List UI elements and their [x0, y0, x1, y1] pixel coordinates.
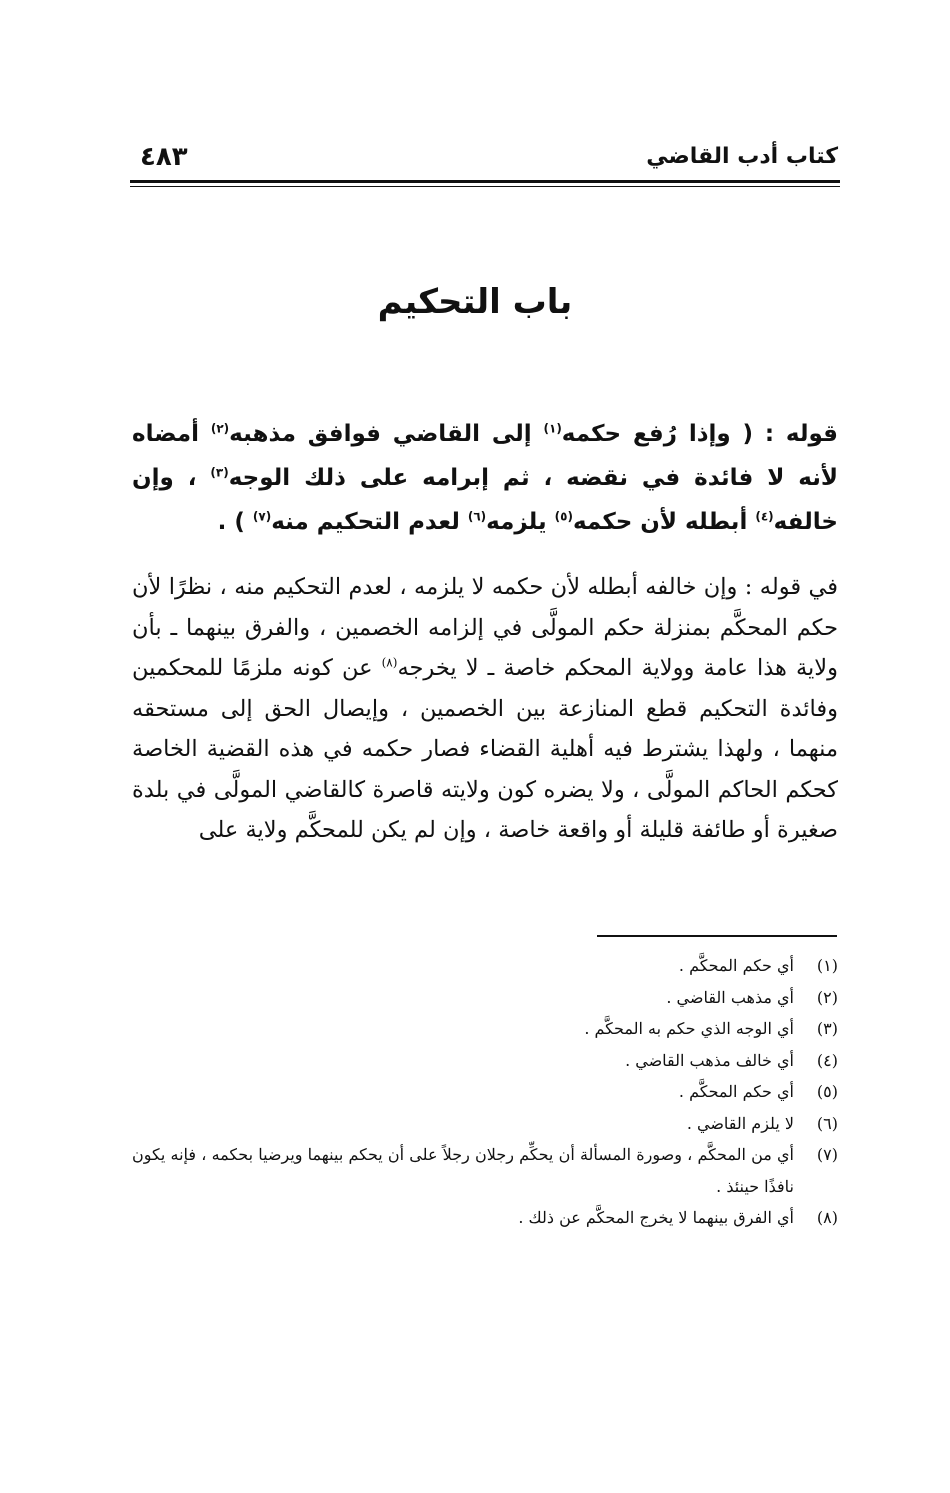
footnote-item — [132, 1045, 838, 1077]
footnote-ref: (٤) — [755, 509, 774, 524]
commentary-part: في قوله : وإن خالفه أبطله لأن حكمه لا يلزمه ، لعدم التحكيم منه ، نظرًا لأن حكم المحكَّم بمنزلة حكم المولَّى في إلزامه الخصمين ، والفرق بينهما ـ بأن ولاية هذا عامة وولاية المحكم خاصة ـ لا يخرجه — [132, 574, 838, 681]
footnote-ref: (٥) — [554, 509, 573, 524]
footnote-number: (٤) — [816, 1050, 838, 1070]
footnote-text: لا يلزم القاضي . — [686, 1113, 794, 1133]
quote-part: ) . — [217, 509, 253, 535]
footnote-item — [132, 1108, 838, 1140]
footnote-ref: (٢) — [210, 421, 230, 436]
footnote-separator — [597, 935, 837, 937]
footnote-number: (٥) — [816, 1082, 838, 1101]
footnote-ref: (٦) — [467, 509, 487, 524]
footnote-number: (٦) — [816, 1113, 838, 1133]
footnote-item — [132, 982, 838, 1014]
footnote-text: أي الفرق بينهما لا يخرج المحكَّم عن ذلك . — [518, 1208, 794, 1227]
footnotes — [132, 950, 838, 1234]
footnote-text: أي حكم المحكَّم . — [678, 956, 794, 975]
footnote-text: أي من المحكَّم ، وصورة المسألة أن يحكِّم رجلان رجلاً على أن يحكم بينهما ويرضيا بحكمه ، فإنه يكون نافذًا حينئذ . — [132, 1145, 794, 1196]
header-rule-thin — [130, 186, 840, 187]
quote-part: إلى القاضي فوافق مذهبه — [229, 421, 544, 447]
footnote-text: أي الوجه الذي حكم به المحكَّم . — [584, 1019, 794, 1038]
quote-part: قوله : ( وإذا رُفع حكمه — [561, 421, 838, 447]
footnote-number: (١) — [816, 956, 838, 975]
footnote-ref: (٨) — [381, 655, 398, 670]
footnote-item — [132, 1139, 838, 1202]
footnote-ref: (١) — [543, 421, 562, 436]
commentary-part: عن كونه ملزمًا للمحكمين وفائدة التحكيم قطع المنازعة بين الخصمين ، وإيصال الحق إلى مستحقه منهما ، ولهذا يشترط فيه أهلية القضاء فصار حكمه في هذه القضية الخاصة كحكم الحاكم المولَّى ، ولا يضره كون ولايته قاصرة كالقاضي المولَّى في بلدة صغيرة أو طائفة قليلة أو واقعة خاصة ، وإن لم يكن للمحكَّم ولاية على — [132, 655, 838, 843]
running-header — [130, 140, 838, 184]
quote-part: ، وإن خالفه — [132, 465, 838, 535]
footnote-number: (٢) — [816, 987, 838, 1007]
page-number: ٤٨٣ — [140, 142, 188, 172]
footnote-item — [132, 1076, 838, 1108]
quote-part: أبطله لأن حكمه — [572, 509, 756, 535]
footnote-text: أي مذهب القاضي . — [666, 987, 794, 1007]
header-rule-thick — [130, 180, 840, 183]
book-title: كتاب أدب القاضي — [646, 144, 838, 169]
footnote-number: (٧) — [816, 1145, 838, 1164]
quote-part: أمضاه لأنه لا فائدة في نقضه ، ثم إبرامه على ذلك الوجه — [132, 421, 838, 491]
footnote-text: أي حكم المحكَّم . — [678, 1082, 794, 1101]
chapter-title: باب التحكيم — [377, 282, 573, 322]
quoted-text — [132, 412, 838, 544]
footnote-item — [132, 1013, 838, 1045]
footnote-number: (٨) — [816, 1208, 838, 1227]
quote-part: لعدم التحكيم منه — [271, 509, 468, 535]
footnote-item — [132, 950, 838, 982]
footnote-number: (٣) — [816, 1019, 838, 1038]
footnote-ref: (٣) — [210, 465, 229, 480]
footnote-ref: (٧) — [252, 509, 272, 524]
footnote-item — [132, 1202, 838, 1234]
commentary-paragraph — [132, 567, 838, 851]
footnote-text: أي خالف مذهب القاضي . — [625, 1050, 794, 1070]
quote-part: يلزمه — [486, 509, 555, 535]
